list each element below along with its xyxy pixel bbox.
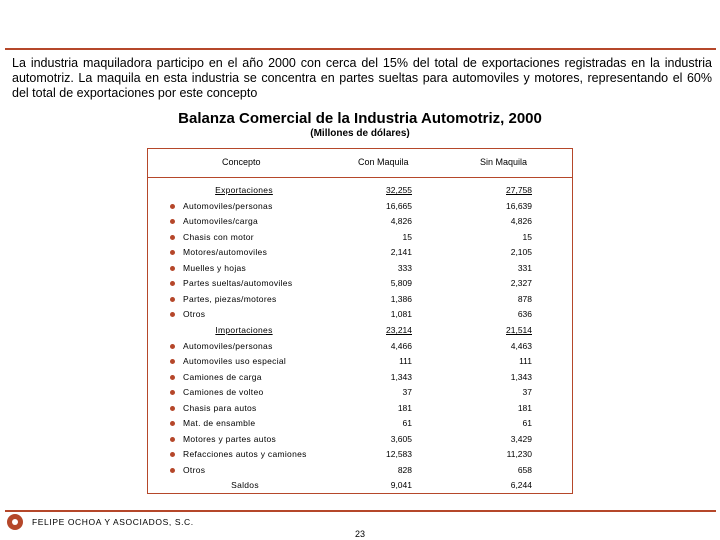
value-with-maquila: 5,809 — [390, 278, 412, 289]
page-number: 23 — [355, 529, 366, 539]
row-label: Mat. de ensamble — [183, 418, 256, 429]
table-row — [0, 308, 720, 323]
value-with-maquila: 61 — [402, 418, 412, 429]
bullet-icon — [170, 406, 175, 411]
value-without-maquila: 658 — [517, 464, 532, 475]
table-row — [0, 464, 720, 479]
row-label: Automoviles/carga — [183, 216, 259, 227]
column-header-concept: Concepto — [222, 157, 261, 167]
value-with-maquila: 32,255 — [386, 185, 412, 195]
value-without-maquila: 111 — [519, 356, 532, 367]
table-row — [0, 355, 720, 370]
table-row — [0, 402, 720, 417]
bullet-icon — [170, 281, 175, 286]
row-label: Exportaciones — [215, 185, 273, 195]
value-without-maquila: 15 — [522, 231, 532, 242]
row-label: Otros — [183, 309, 206, 320]
table-row — [0, 246, 720, 261]
value-without-maquila: 6,244 — [510, 480, 532, 491]
row-label: Muelles y hojas — [183, 262, 247, 273]
footer-company: FELIPE OCHOA Y ASOCIADOS, S.C. — [32, 517, 194, 527]
bullet-icon — [170, 297, 175, 302]
value-with-maquila: 37 — [402, 387, 412, 398]
value-with-maquila: 2,141 — [390, 247, 412, 258]
column-header-without-maquila: Sin Maquila — [480, 157, 528, 167]
table-row — [0, 293, 720, 308]
bullet-icon — [170, 437, 175, 442]
value-without-maquila: 331 — [517, 262, 532, 273]
row-label: Camiones de volteo — [183, 387, 264, 398]
value-with-maquila: 4,466 — [390, 340, 412, 351]
bullet-icon — [170, 219, 175, 224]
value-with-maquila: 111 — [399, 356, 412, 367]
table-row — [0, 262, 720, 277]
value-without-maquila: 11,230 — [506, 449, 532, 460]
table-row — [0, 215, 720, 230]
value-with-maquila: 23,214 — [386, 324, 412, 335]
column-header-with-maquila: Con Maquila — [358, 157, 409, 167]
value-without-maquila: 1,343 — [510, 371, 532, 382]
row-label: Importaciones — [215, 324, 273, 335]
row-label: Motores/automoviles — [183, 247, 268, 258]
bullet-icon — [170, 344, 175, 349]
bullet-icon — [170, 375, 175, 380]
bullet-icon — [170, 359, 175, 364]
table-row — [0, 371, 720, 386]
company-logo-center — [12, 519, 18, 525]
value-without-maquila: 37 — [522, 387, 532, 398]
value-without-maquila: 61 — [522, 418, 532, 429]
value-with-maquila: 1,081 — [390, 309, 412, 320]
value-with-maquila: 16,665 — [386, 200, 412, 211]
value-without-maquila: 2,327 — [510, 278, 532, 289]
row-label: Camiones de carga — [183, 371, 262, 382]
row-label: Otros — [183, 464, 206, 475]
row-label: Partes sueltas/automoviles — [183, 278, 293, 289]
value-with-maquila: 333 — [397, 262, 412, 273]
table-row — [0, 340, 720, 355]
totals-row — [0, 479, 720, 494]
value-with-maquila: 1,343 — [390, 371, 412, 382]
bullet-icon — [170, 421, 175, 426]
header-divider — [147, 177, 573, 178]
bullet-icon — [170, 468, 175, 473]
bullet-icon — [170, 266, 175, 271]
row-label: Automoviles/personas — [183, 200, 273, 211]
table-row — [0, 448, 720, 463]
value-without-maquila: 16,639 — [506, 200, 532, 211]
value-with-maquila: 9,041 — [390, 480, 412, 491]
value-without-maquila: 878 — [517, 293, 532, 304]
value-without-maquila: 2,105 — [510, 247, 532, 258]
row-label: Automoviles/personas — [183, 340, 273, 351]
table-row — [0, 386, 720, 401]
value-without-maquila: 4,463 — [510, 340, 532, 351]
intro-paragraph: La industria maquiladora participo en el año 2000 con cerca del 15% del total de exportaciones registradas en la industria automotriz. La maquila en esta industria se concentra en partes sueltas para automoviles y motores, representando el 60% del total de exportaciones por este concepto — [12, 56, 712, 100]
table-row — [0, 200, 720, 215]
table-title: Balanza Comercial de la Industria Automotriz, 2000 — [178, 110, 542, 127]
value-without-maquila: 3,429 — [510, 433, 532, 444]
row-label: Refacciones autos y camiones — [183, 449, 307, 460]
row-label: Saldos — [231, 480, 259, 491]
bullet-icon — [170, 235, 175, 240]
value-without-maquila: 27,758 — [506, 185, 532, 195]
row-label: Motores y partes autos — [183, 433, 277, 444]
value-without-maquila: 4,826 — [510, 216, 532, 227]
bullet-icon — [170, 390, 175, 395]
value-without-maquila: 21,514 — [506, 324, 532, 335]
table-subtitle: (Millones de dólares) — [310, 128, 410, 139]
value-with-maquila: 1,386 — [390, 293, 412, 304]
row-label: Partes, piezas/motores — [183, 293, 277, 304]
value-without-maquila: 636 — [517, 309, 532, 320]
section-row — [0, 324, 720, 339]
top-divider — [5, 48, 716, 50]
row-label: Chasis con motor — [183, 231, 254, 242]
bullet-icon — [170, 312, 175, 317]
bullet-icon — [170, 452, 175, 457]
section-row — [0, 184, 720, 199]
value-with-maquila: 15 — [402, 231, 412, 242]
value-with-maquila: 3,605 — [390, 433, 412, 444]
value-with-maquila: 12,583 — [386, 449, 412, 460]
bullet-icon — [170, 250, 175, 255]
row-label: Chasis para autos — [183, 402, 257, 413]
table-row — [0, 231, 720, 246]
value-without-maquila: 181 — [517, 402, 532, 413]
value-with-maquila: 4,826 — [390, 216, 412, 227]
bullet-icon — [170, 204, 175, 209]
table-row — [0, 433, 720, 448]
value-with-maquila: 828 — [397, 464, 412, 475]
row-label: Automoviles uso especial — [183, 356, 287, 367]
table-row — [0, 417, 720, 432]
value-with-maquila: 181 — [397, 402, 412, 413]
table-row — [0, 277, 720, 292]
bottom-divider — [5, 510, 716, 512]
